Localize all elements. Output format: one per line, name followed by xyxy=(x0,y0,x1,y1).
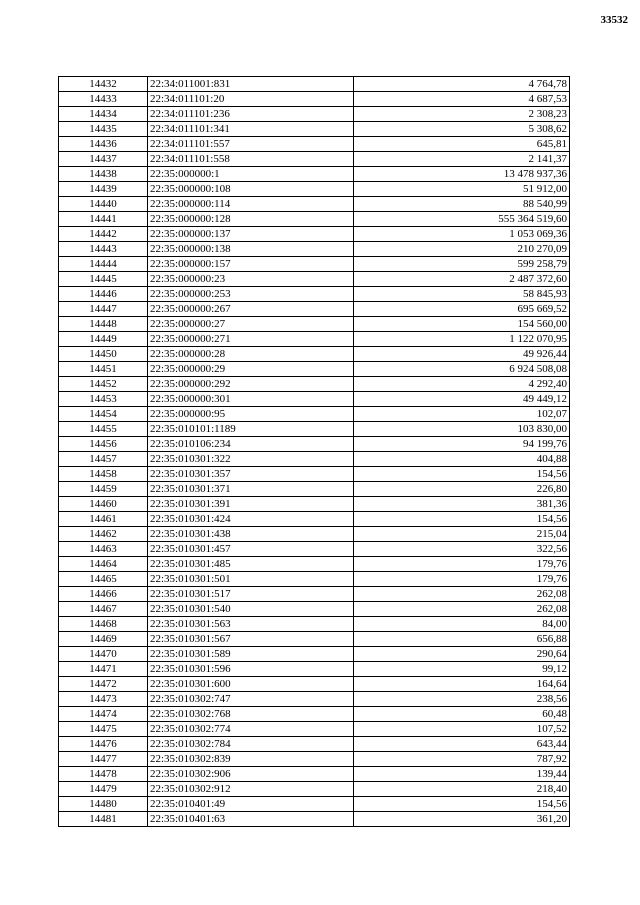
table-row xyxy=(59,602,570,617)
cadastral-number-cell: 22:35:010301:596 xyxy=(148,662,354,677)
value-cell: 179,76 xyxy=(354,557,570,572)
row-number-cell: 14448 xyxy=(59,317,148,332)
cadastral-number-cell: 22:35:000000:128 xyxy=(148,212,354,227)
cadastral-number-cell: 22:35:000000:253 xyxy=(148,287,354,302)
value-cell: 5 308,62 xyxy=(354,122,570,137)
table-row xyxy=(59,722,570,737)
value-cell: 656,88 xyxy=(354,632,570,647)
value-cell: 322,56 xyxy=(354,542,570,557)
row-number-cell: 14437 xyxy=(59,152,148,167)
table-row xyxy=(59,677,570,692)
row-number-cell: 14452 xyxy=(59,377,148,392)
table-row xyxy=(59,77,570,92)
row-number-cell: 14464 xyxy=(59,557,148,572)
cadastral-number-cell: 22:35:000000:28 xyxy=(148,347,354,362)
cadastral-number-cell: 22:35:010401:63 xyxy=(148,812,354,827)
row-number-cell: 14481 xyxy=(59,812,148,827)
row-number-cell: 14451 xyxy=(59,362,148,377)
cadastral-number-cell: 22:35:010302:906 xyxy=(148,767,354,782)
cadastral-number-cell: 22:35:000000:292 xyxy=(148,377,354,392)
table-row xyxy=(59,782,570,797)
cadastral-number-cell: 22:35:000000:95 xyxy=(148,407,354,422)
table-row xyxy=(59,407,570,422)
cadastral-number-cell: 22:35:010301:600 xyxy=(148,677,354,692)
table-row xyxy=(59,242,570,257)
table-row xyxy=(59,512,570,527)
table-row xyxy=(59,647,570,662)
row-number-cell: 14472 xyxy=(59,677,148,692)
row-number-cell: 14469 xyxy=(59,632,148,647)
table-row xyxy=(59,287,570,302)
table-row xyxy=(59,152,570,167)
cadastral-number-cell: 22:35:010302:747 xyxy=(148,692,354,707)
table-row xyxy=(59,197,570,212)
value-cell: 238,56 xyxy=(354,692,570,707)
cadastral-number-cell: 22:35:010301:540 xyxy=(148,602,354,617)
row-number-cell: 14467 xyxy=(59,602,148,617)
cadastral-number-cell: 22:35:000000:157 xyxy=(148,257,354,272)
value-cell: 49 449,12 xyxy=(354,392,570,407)
cadastral-number-cell: 22:35:000000:137 xyxy=(148,227,354,242)
row-number-cell: 14434 xyxy=(59,107,148,122)
value-cell: 154,56 xyxy=(354,467,570,482)
cadastral-number-cell: 22:35:010301:457 xyxy=(148,542,354,557)
cadastral-number-cell: 22:35:010302:839 xyxy=(148,752,354,767)
row-number-cell: 14432 xyxy=(59,77,148,92)
table-row xyxy=(59,452,570,467)
table-row xyxy=(59,752,570,767)
table-row xyxy=(59,632,570,647)
row-number-cell: 14455 xyxy=(59,422,148,437)
row-number-cell: 14447 xyxy=(59,302,148,317)
row-number-cell: 14456 xyxy=(59,437,148,452)
cadastral-number-cell: 22:35:010301:501 xyxy=(148,572,354,587)
row-number-cell: 14468 xyxy=(59,617,148,632)
table-row xyxy=(59,527,570,542)
cadastral-number-cell: 22:35:010301:424 xyxy=(148,512,354,527)
value-cell: 643,44 xyxy=(354,737,570,752)
cadastral-number-cell: 22:35:010401:49 xyxy=(148,797,354,812)
cadastral-number-cell: 22:34:011101:20 xyxy=(148,92,354,107)
cadastral-number-cell: 22:35:010301:371 xyxy=(148,482,354,497)
cadastral-number-cell: 22:35:000000:108 xyxy=(148,182,354,197)
value-cell: 154,56 xyxy=(354,512,570,527)
cadastral-number-cell: 22:35:010302:774 xyxy=(148,722,354,737)
value-cell: 102,07 xyxy=(354,407,570,422)
table-row xyxy=(59,347,570,362)
registry-table-body xyxy=(59,77,570,827)
row-number-cell: 14441 xyxy=(59,212,148,227)
table-row xyxy=(59,497,570,512)
table-row xyxy=(59,812,570,827)
cadastral-number-cell: 22:35:010301:563 xyxy=(148,617,354,632)
value-cell: 58 845,93 xyxy=(354,287,570,302)
row-number-cell: 14479 xyxy=(59,782,148,797)
table-row xyxy=(59,662,570,677)
table-row xyxy=(59,437,570,452)
row-number-cell: 14470 xyxy=(59,647,148,662)
value-cell: 154 560,00 xyxy=(354,317,570,332)
value-cell: 555 364 519,60 xyxy=(354,212,570,227)
cadastral-number-cell: 22:35:010101:1189 xyxy=(148,422,354,437)
row-number-cell: 14457 xyxy=(59,452,148,467)
table-row xyxy=(59,92,570,107)
cadastral-number-cell: 22:35:010301:567 xyxy=(148,632,354,647)
value-cell: 210 270,09 xyxy=(354,242,570,257)
value-cell: 645,81 xyxy=(354,137,570,152)
value-cell: 2 141,37 xyxy=(354,152,570,167)
cadastral-number-cell: 22:35:010106:234 xyxy=(148,437,354,452)
table-row xyxy=(59,182,570,197)
cadastral-number-cell: 22:34:011101:341 xyxy=(148,122,354,137)
table-row xyxy=(59,137,570,152)
table-row xyxy=(59,377,570,392)
table-row xyxy=(59,392,570,407)
row-number-cell: 14450 xyxy=(59,347,148,362)
cadastral-number-cell: 22:35:000000:138 xyxy=(148,242,354,257)
cadastral-number-cell: 22:35:010301:485 xyxy=(148,557,354,572)
value-cell: 4 292,40 xyxy=(354,377,570,392)
row-number-cell: 14478 xyxy=(59,767,148,782)
table-row xyxy=(59,107,570,122)
cadastral-number-cell: 22:35:010301:391 xyxy=(148,497,354,512)
row-number-cell: 14449 xyxy=(59,332,148,347)
value-cell: 262,08 xyxy=(354,602,570,617)
value-cell: 381,36 xyxy=(354,497,570,512)
value-cell: 154,56 xyxy=(354,797,570,812)
row-number-cell: 14480 xyxy=(59,797,148,812)
table-row xyxy=(59,167,570,182)
table-row xyxy=(59,332,570,347)
row-number-cell: 14436 xyxy=(59,137,148,152)
row-number-cell: 14439 xyxy=(59,182,148,197)
row-number-cell: 14463 xyxy=(59,542,148,557)
value-cell: 6 924 508,08 xyxy=(354,362,570,377)
table-row xyxy=(59,797,570,812)
value-cell: 218,40 xyxy=(354,782,570,797)
value-cell: 4 764,78 xyxy=(354,77,570,92)
cadastral-number-cell: 22:35:000000:23 xyxy=(148,272,354,287)
row-number-cell: 14460 xyxy=(59,497,148,512)
value-cell: 2 308,23 xyxy=(354,107,570,122)
value-cell: 13 478 937,36 xyxy=(354,167,570,182)
table-row xyxy=(59,617,570,632)
value-cell: 139,44 xyxy=(354,767,570,782)
table-row xyxy=(59,467,570,482)
value-cell: 787,92 xyxy=(354,752,570,767)
cadastral-number-cell: 22:34:011101:558 xyxy=(148,152,354,167)
value-cell: 262,08 xyxy=(354,587,570,602)
cadastral-number-cell: 22:35:000000:271 xyxy=(148,332,354,347)
row-number-cell: 14462 xyxy=(59,527,148,542)
row-number-cell: 14474 xyxy=(59,707,148,722)
table-row xyxy=(59,737,570,752)
cadastral-number-cell: 22:35:010302:784 xyxy=(148,737,354,752)
cadastral-number-cell: 22:35:010301:589 xyxy=(148,647,354,662)
table-row xyxy=(59,422,570,437)
cadastral-number-cell: 22:35:010302:912 xyxy=(148,782,354,797)
table-row xyxy=(59,212,570,227)
row-number-cell: 14471 xyxy=(59,662,148,677)
row-number-cell: 14473 xyxy=(59,692,148,707)
row-number-cell: 14443 xyxy=(59,242,148,257)
row-number-cell: 14465 xyxy=(59,572,148,587)
row-number-cell: 14477 xyxy=(59,752,148,767)
cadastral-number-cell: 22:35:000000:267 xyxy=(148,302,354,317)
table-row xyxy=(59,572,570,587)
table-row xyxy=(59,707,570,722)
row-number-cell: 14442 xyxy=(59,227,148,242)
table-row xyxy=(59,482,570,497)
value-cell: 84,00 xyxy=(354,617,570,632)
cadastral-number-cell: 22:34:011101:557 xyxy=(148,137,354,152)
table-row xyxy=(59,542,570,557)
cadastral-number-cell: 22:34:011101:236 xyxy=(148,107,354,122)
value-cell: 1 122 070,95 xyxy=(354,332,570,347)
value-cell: 695 669,52 xyxy=(354,302,570,317)
cadastral-number-cell: 22:35:000000:114 xyxy=(148,197,354,212)
table-row xyxy=(59,767,570,782)
value-cell: 215,04 xyxy=(354,527,570,542)
table-row xyxy=(59,587,570,602)
row-number-cell: 14438 xyxy=(59,167,148,182)
row-number-cell: 14466 xyxy=(59,587,148,602)
table-row xyxy=(59,272,570,287)
cadastral-number-cell: 22:35:000000:301 xyxy=(148,392,354,407)
value-cell: 4 687,53 xyxy=(354,92,570,107)
table-row xyxy=(59,227,570,242)
page-number: 33532 xyxy=(600,14,628,26)
registry-table xyxy=(58,76,570,827)
value-cell: 404,88 xyxy=(354,452,570,467)
value-cell: 49 926,44 xyxy=(354,347,570,362)
value-cell: 51 912,00 xyxy=(354,182,570,197)
table-row xyxy=(59,257,570,272)
row-number-cell: 14435 xyxy=(59,122,148,137)
table-row xyxy=(59,302,570,317)
cadastral-number-cell: 22:35:000000:29 xyxy=(148,362,354,377)
row-number-cell: 14446 xyxy=(59,287,148,302)
value-cell: 60,48 xyxy=(354,707,570,722)
value-cell: 103 830,00 xyxy=(354,422,570,437)
row-number-cell: 14475 xyxy=(59,722,148,737)
row-number-cell: 14445 xyxy=(59,272,148,287)
row-number-cell: 14476 xyxy=(59,737,148,752)
cadastral-number-cell: 22:34:011001:831 xyxy=(148,77,354,92)
row-number-cell: 14433 xyxy=(59,92,148,107)
value-cell: 88 540,99 xyxy=(354,197,570,212)
row-number-cell: 14444 xyxy=(59,257,148,272)
cadastral-number-cell: 22:35:010301:517 xyxy=(148,587,354,602)
value-cell: 164,64 xyxy=(354,677,570,692)
row-number-cell: 14458 xyxy=(59,467,148,482)
value-cell: 107,52 xyxy=(354,722,570,737)
value-cell: 179,76 xyxy=(354,572,570,587)
table-row xyxy=(59,122,570,137)
value-cell: 290,64 xyxy=(354,647,570,662)
value-cell: 599 258,79 xyxy=(354,257,570,272)
table-row xyxy=(59,692,570,707)
table-row xyxy=(59,557,570,572)
row-number-cell: 14453 xyxy=(59,392,148,407)
row-number-cell: 14454 xyxy=(59,407,148,422)
cadastral-number-cell: 22:35:010302:768 xyxy=(148,707,354,722)
cadastral-number-cell: 22:35:000000:27 xyxy=(148,317,354,332)
value-cell: 226,80 xyxy=(354,482,570,497)
table-row xyxy=(59,362,570,377)
cadastral-number-cell: 22:35:010301:357 xyxy=(148,467,354,482)
cadastral-number-cell: 22:35:010301:438 xyxy=(148,527,354,542)
value-cell: 2 487 372,60 xyxy=(354,272,570,287)
value-cell: 1 053 069,36 xyxy=(354,227,570,242)
value-cell: 361,20 xyxy=(354,812,570,827)
cadastral-number-cell: 22:35:010301:322 xyxy=(148,452,354,467)
table-row xyxy=(59,317,570,332)
row-number-cell: 14461 xyxy=(59,512,148,527)
row-number-cell: 14459 xyxy=(59,482,148,497)
cadastral-number-cell: 22:35:000000:1 xyxy=(148,167,354,182)
value-cell: 99,12 xyxy=(354,662,570,677)
row-number-cell: 14440 xyxy=(59,197,148,212)
value-cell: 94 199,76 xyxy=(354,437,570,452)
